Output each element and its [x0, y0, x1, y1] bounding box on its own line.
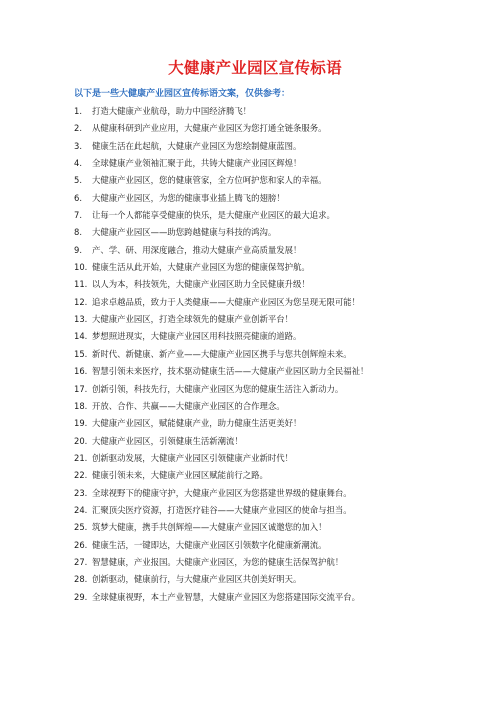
list-item	[74, 485, 436, 502]
list-item-text: 大健康产业园区，赋能健康产业，助力健康生活更美好！	[92, 418, 302, 429]
list-item-text: 全球视野下的健康守护，大健康产业园区为您搭建世界级的健康舞台。	[92, 487, 352, 498]
list-item	[74, 207, 436, 224]
list-item	[74, 502, 436, 519]
list-item-number: 13.	[74, 314, 88, 325]
list-item	[74, 172, 436, 189]
intro-subtitle: 以下是一些大健康产业园区宣传标语文案，仅供参考：	[74, 89, 291, 99]
list-item-text: 让每一个人都能享受健康的快乐，是大健康产业园区的最大追求。	[92, 210, 335, 221]
list-item	[74, 259, 436, 276]
list-item-number: 18.	[74, 400, 88, 411]
list-item-text: 筑梦大健康，携手共创辉煌——大健康产业园区诚邀您的加入！	[92, 522, 327, 533]
list-item	[74, 519, 436, 536]
list-item	[74, 311, 436, 328]
list-item-text: 新时代、新健康、新产业——大健康产业园区携手与您共创辉煌未来。	[92, 348, 352, 359]
list-item-number: 8.	[74, 227, 82, 238]
list-item-text: 产、学、研、用深度融合，推动大健康产业高质量发展！	[92, 244, 302, 255]
list-item-text: 大健康产业园区，打造全球领先的健康产业创新平台！	[92, 314, 293, 325]
list-item-number: 28.	[74, 574, 88, 585]
list-item-text: 开放、合作、共赢——大健康产业园区的合作理念。	[92, 400, 285, 411]
list-item-number: 9.	[74, 244, 82, 255]
list-item	[74, 224, 436, 241]
list-item-number: 10.	[74, 262, 88, 273]
list-item-number: 7.	[74, 210, 82, 221]
list-item-number: 12.	[74, 296, 88, 307]
list-item-number: 17.	[74, 383, 88, 394]
list-item-number: 3.	[74, 140, 82, 151]
list-item-text: 从健康科研到产业应用，大健康产业园区为您打通全链条服务。	[92, 123, 327, 134]
list-item-text: 创新驱动发展，大健康产业园区引领健康产业新时代！	[92, 452, 293, 463]
list-item-number: 2.	[74, 123, 82, 134]
list-item	[74, 138, 436, 155]
list-item-number: 5.	[74, 175, 82, 186]
list-item	[74, 398, 436, 415]
list-item-number: 16.	[74, 366, 88, 377]
list-item	[74, 363, 436, 380]
list-item-number: 4.	[74, 158, 82, 169]
list-item-text: 创新引领，科技先行，大健康产业园区为您的健康生活注入新动力。	[92, 383, 344, 394]
list-item	[74, 155, 436, 172]
list-item-number: 20.	[74, 435, 88, 446]
list-item	[74, 433, 436, 450]
list-item	[74, 276, 436, 293]
list-item-number: 14.	[74, 331, 88, 342]
list-item-number: 15.	[74, 348, 88, 359]
list-item	[74, 381, 436, 398]
list-item-text: 追求卓越品质，致力于人类健康——大健康产业园区为您呈现无限可能！	[92, 296, 360, 307]
list-item	[74, 450, 436, 467]
list-item	[74, 589, 436, 606]
list-item-number: 27.	[74, 556, 88, 567]
list-item-number: 19.	[74, 418, 88, 429]
list-item-text: 大健康产业园区，为您的健康事业插上腾飞的翅膀！	[92, 192, 285, 203]
list-item	[74, 415, 436, 432]
list-item-text: 健康生活从此开始，大健康产业园区为您的健康保驾护航。	[92, 262, 310, 273]
list-item-text: 以人为本，科技领先，大健康产业园区助力全民健康升级！	[92, 279, 310, 290]
list-item-text: 智慧健康，产业报国。大健康产业园区，为您的健康生活保驾护航！	[92, 556, 344, 567]
list-item-text: 健康生活，一键即达，大健康产业园区引领数字化健康新潮流。	[92, 539, 327, 550]
list-item	[74, 294, 436, 311]
list-item-text: 全球健康视野，本土产业智慧，大健康产业园区为您搭建国际交流平台。	[92, 591, 360, 602]
list-item	[74, 103, 436, 120]
list-item	[74, 120, 436, 137]
list-item-number: 23.	[74, 487, 88, 498]
list-item-number: 11.	[74, 279, 88, 290]
list-item-text: 创新驱动，健康前行，与大健康产业园区共创美好明天。	[92, 574, 302, 585]
list-item-number: 1.	[74, 106, 82, 116]
list-item	[74, 190, 436, 207]
list-item-text: 梦想照进现实，大健康产业园区用科技照亮健康的道路。	[92, 331, 302, 342]
list-item	[74, 242, 436, 259]
list-item	[74, 328, 436, 345]
list-item	[74, 346, 436, 363]
list-item-text: 大健康产业园区——助您跨越健康与科技的鸿沟。	[92, 227, 277, 238]
list-item	[74, 537, 436, 554]
list-item	[74, 571, 436, 588]
list-item-number: 22.	[74, 470, 88, 481]
list-item-text: 大健康产业园区，引领健康生活新潮流！	[92, 435, 243, 446]
list-item-number: 29.	[74, 591, 88, 602]
list-item-number: 6.	[74, 192, 82, 203]
list-item-text: 健康生活在此起航，大健康产业园区为您绘制健康蓝图。	[92, 140, 302, 151]
list-item	[74, 554, 436, 571]
list-item-text: 打造大健康产业航母，助力中国经济腾飞！	[92, 106, 252, 116]
list-item-text: 智慧引领未来医疗，技术驱动健康生活——大健康产业园区助力全民福祉！	[92, 366, 369, 377]
list-item-text: 大健康产业园区，您的健康管家，全方位呵护您和家人的幸福。	[92, 175, 327, 186]
list-item	[74, 467, 436, 484]
list-item-number: 21.	[74, 452, 88, 463]
list-item-number: 26.	[74, 539, 88, 550]
list-item-number: 25.	[74, 522, 88, 533]
page-title: 大健康产业园区宣传标语	[168, 59, 342, 77]
slogan-list	[74, 103, 436, 606]
list-item-text: 全球健康产业领袖汇聚于此，共铸大健康产业园区辉煌！	[92, 158, 302, 169]
list-item-text: 汇聚顶尖医疗资源，打造医疗硅谷——大健康产业园区的使命与担当。	[92, 504, 352, 515]
list-item-text: 健康引领未来，大健康产业园区赋能前行之路。	[92, 470, 268, 481]
list-item-number: 24.	[74, 504, 88, 515]
